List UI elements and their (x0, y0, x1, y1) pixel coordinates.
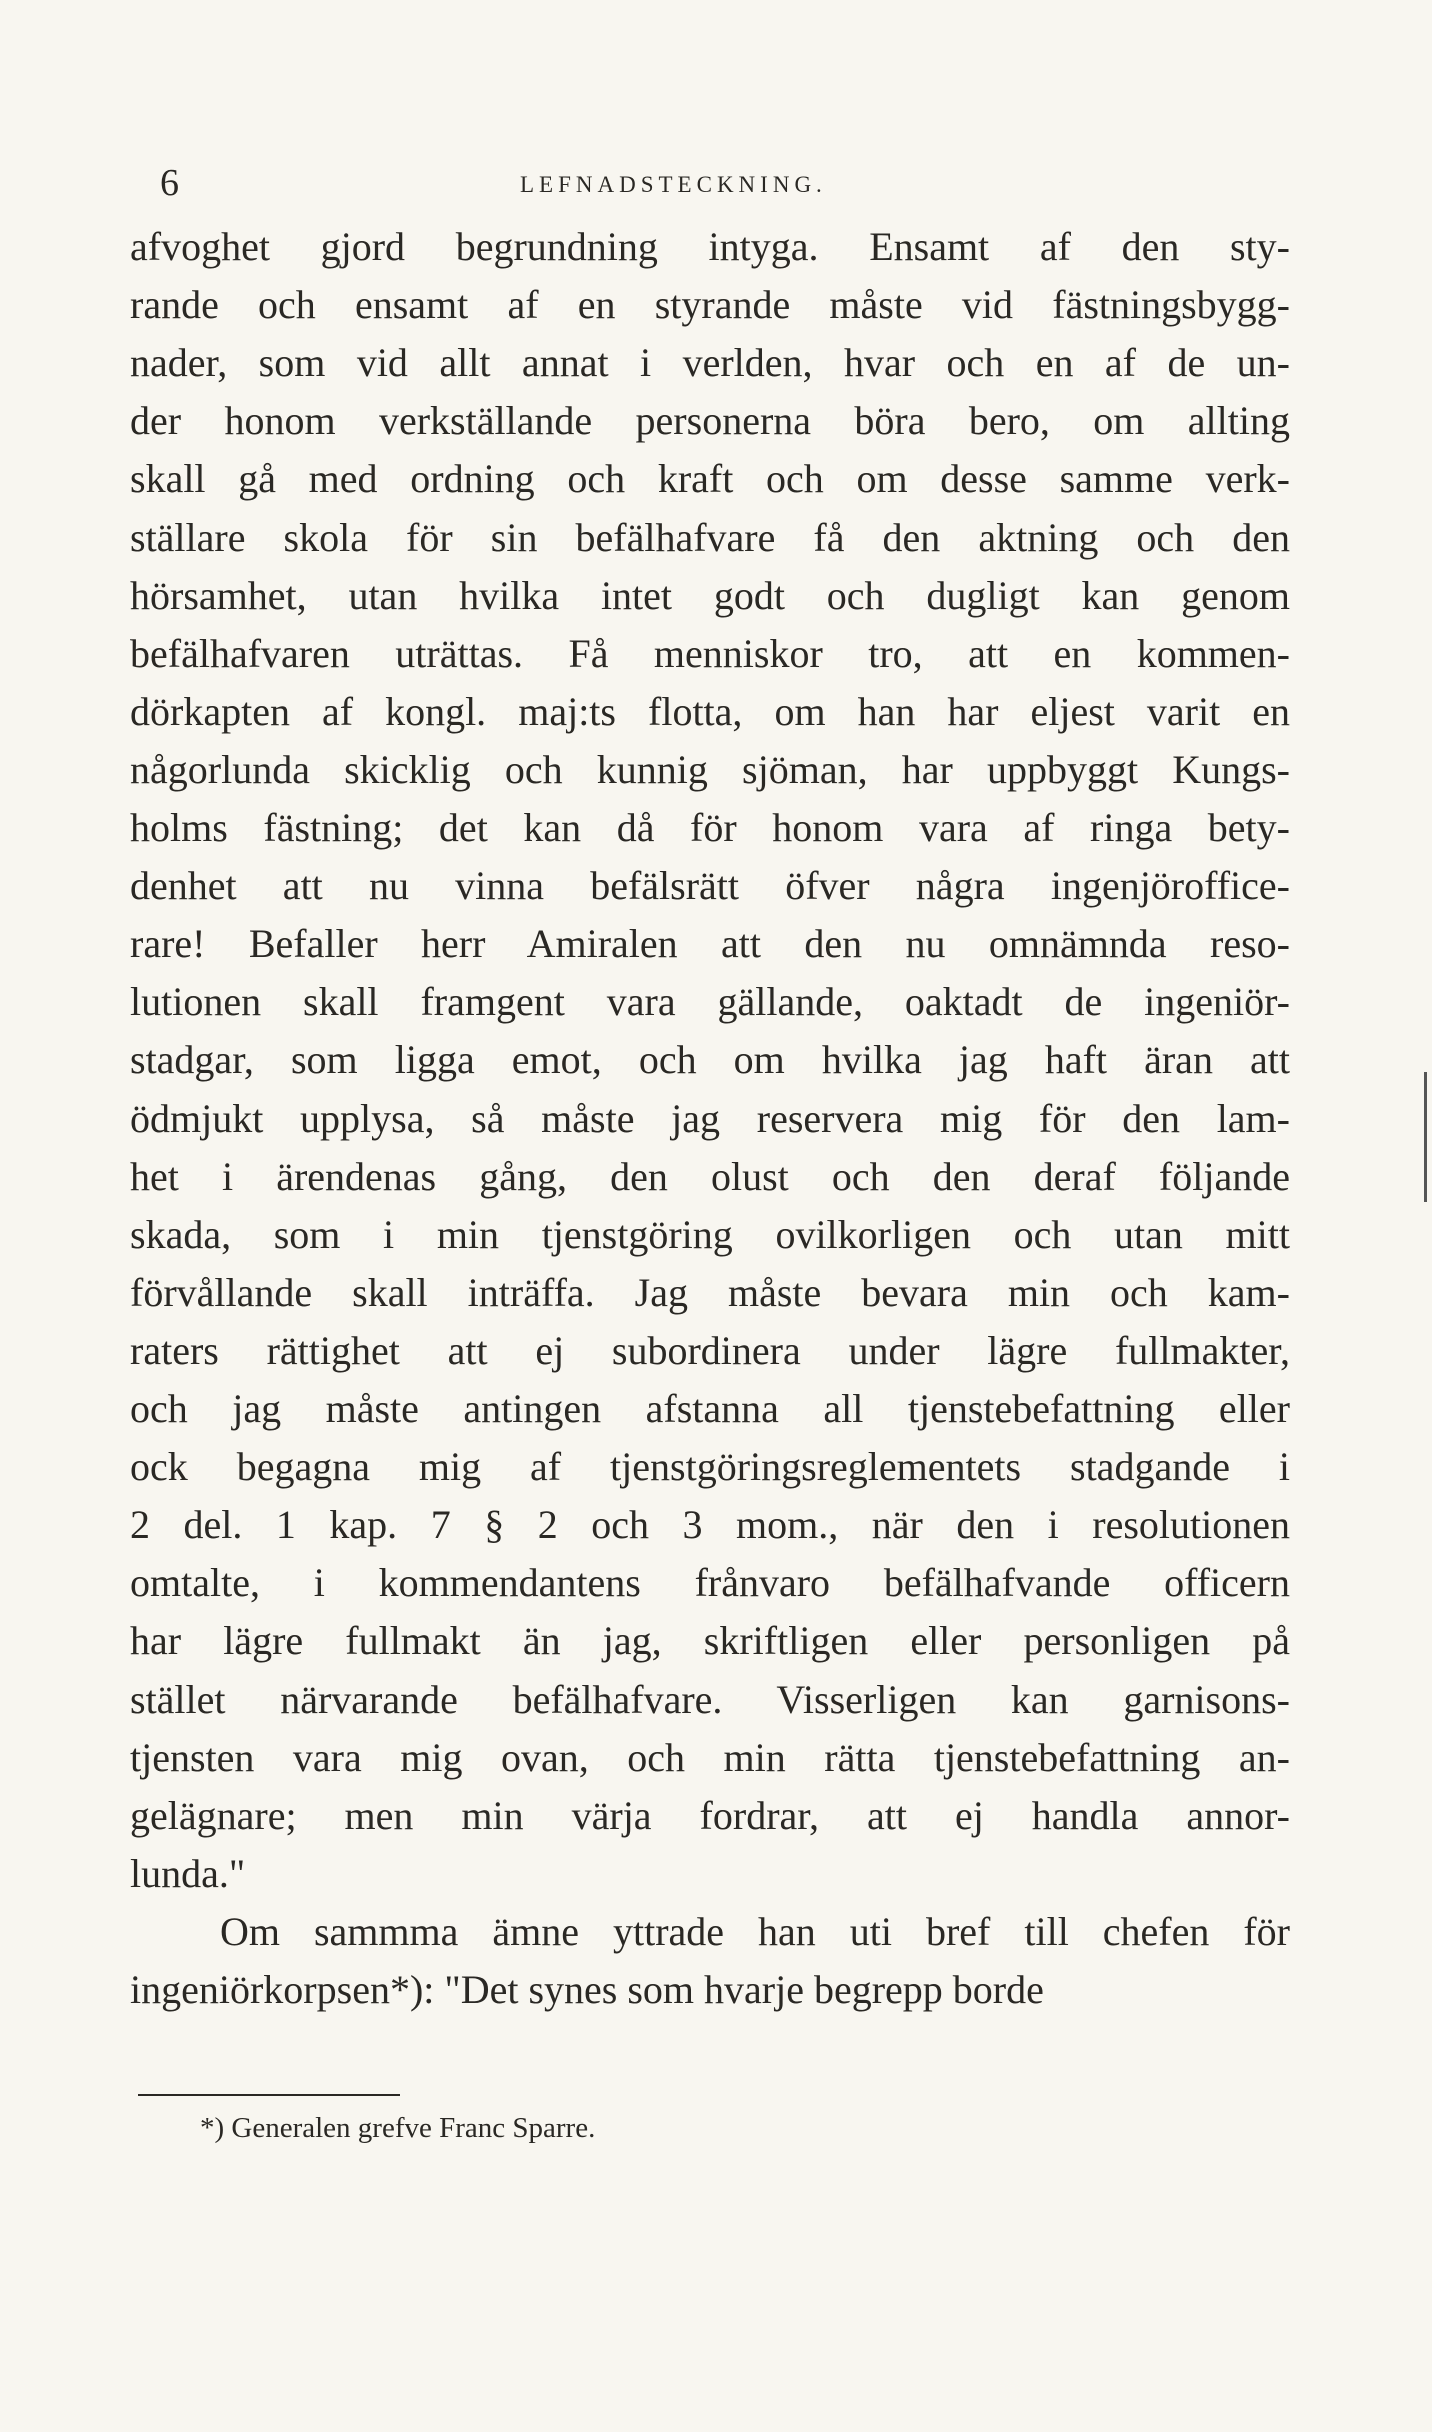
text-line: och jag måste antingen afstanna all tjenstebefattning eller (130, 1386, 1290, 1431)
text-line: lunda." (130, 1850, 246, 1896)
text-line: dörkapten af kongl. maj:ts flotta, om han har eljest varit en (130, 688, 1290, 734)
text-line: holms fästning; det kan då för honom vara af ringa bety- (130, 805, 1290, 850)
text-line: rande och ensamt af en styrande måste vid fästningsbygg- (130, 282, 1290, 328)
text-line: raters rättighet att ej subordinera under lägre fullmakter, (130, 1327, 1290, 1373)
text-line: har lägre fullmakt än jag, skriftligen eller personligen på (130, 1618, 1290, 1664)
text-line: förvållande skall inträffa. Jag måste bevara min och kam- (130, 1269, 1290, 1315)
text-line: denhet att nu vinna befälsrätt öfver några ingenjöroffice- (130, 863, 1290, 909)
page-number: 6 (160, 162, 179, 204)
text-line: stadgar, som ligga emot, och om hvilka jag haft äran att (130, 1037, 1290, 1083)
text-line: omtalte, i kommendantens frånvaro befälhafvande officern (130, 1560, 1290, 1606)
text-line: rare! Befaller herr Amiralen att den nu omnämnda reso- (130, 921, 1290, 967)
text-line: nader, som vid allt annat i verlden, hvar och en af de un- (130, 340, 1290, 386)
text-line: ock begagna mig af tjenstgöringsreglementets stadgande i (130, 1444, 1290, 1490)
text-line: ödmjukt upplysa, så måste jag reservera mig för den lam- (130, 1095, 1290, 1141)
text-line: tjensten vara mig ovan, och min rätta tjenstebefattning an- (130, 1734, 1290, 1780)
text-line: ingeniörkorpsen*): "Det synes som hvarje begrepp borde (130, 1967, 1044, 2012)
text-line: het i ärendenas gång, den olust och den deraf följande (130, 1153, 1290, 1199)
text-line: befälhafvaren uträttas. Få menniskor tro, att en kommen- (130, 630, 1290, 676)
text-line: stället närvarande befälhafvare. Visserligen kan garnisons- (130, 1676, 1290, 1722)
text-line: skall gå med ordning och kraft och om desse samme verk- (130, 456, 1290, 502)
footnote-rule (138, 2094, 400, 2096)
text-line: Om sammma ämne yttrade han uti bref till chefen för (220, 1908, 1290, 1954)
text-line: någorlunda skicklig och kunnig sjöman, har uppbyggt Kungs- (130, 746, 1290, 792)
text-line: skada, som i min tjenstgöring ovilkorligen och utan mitt (130, 1211, 1290, 1257)
page-header (160, 158, 1300, 208)
text-line: ställare skola för sin befälhafvare få den aktning och den (130, 514, 1290, 560)
running-head: LEFNADSTECKNING. (520, 172, 827, 197)
text-line: afvoghet gjord begrundning intyga. Ensamt af den sty- (130, 224, 1290, 269)
margin-mark (1424, 1072, 1427, 1202)
text-line: hörsamhet, utan hvilka intet godt och dugligt kan genom (130, 572, 1290, 618)
text-line: gelägnare; men min värja fordrar, att ej handla annor- (130, 1792, 1290, 1838)
text-line: lutionen skall framgent vara gällande, oaktadt de ingeniör- (130, 979, 1290, 1025)
text-line: 2 del. 1 kap. 7 § 2 och 3 mom., när den i resolutionen (130, 1502, 1290, 1548)
text-line: der honom verkställande personerna böra bero, om allting (130, 398, 1290, 444)
footnote: *) Generalen grefve Franc Sparre. (200, 2112, 596, 2144)
